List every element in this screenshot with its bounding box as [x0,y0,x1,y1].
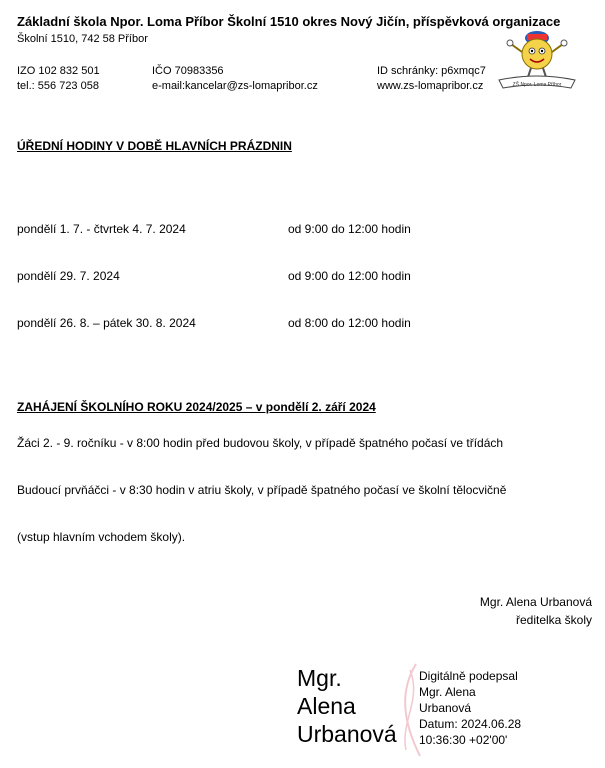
digital-stamp-name-line-1: Mgr. [297,665,342,691]
office-hours-date-3: pondělí 26. 8. – pátek 30. 8. 2024 [17,316,196,330]
digital-stamp-name [297,664,397,748]
office-hours-date-2: pondělí 29. 7. 2024 [17,269,120,283]
digital-stamp-name-line-2: Alena [297,693,356,719]
digital-stamp-meta [419,668,521,748]
office-hours-time-2: od 9:00 do 12:00 hodin [288,269,411,283]
office-hours-time-3: od 8:00 do 12:00 hodin [288,316,411,330]
school-mascot-logo-icon [497,26,577,100]
website-text: www.zs-lomapribor.cz [377,80,484,92]
digital-stamp-meta-line-2: Mgr. Alena [419,685,476,699]
office-hours-date-1: pondělí 1. 7. - čtvrtek 4. 7. 2024 [17,222,186,236]
signature-name: Mgr. Alena Urbanová [479,595,592,609]
info-column-contact [152,64,318,94]
school-year-line-2: Budoucí prvňáčci - v 8:30 hodin v atriu školy, v případě špatného počasí ve školní tělocvičně [17,483,507,497]
school-address: Školní 1510, 742 58 Příbor [17,33,148,45]
digital-stamp-meta-line-1: Digitálně podepsal [419,669,518,683]
phone-text: tel.: 556 723 058 [17,80,99,92]
school-name: Základní škola Npor. Loma Příbor Školní 1510 okres Nový Jičín, příspěvková organizace [17,14,561,29]
info-column-web [377,64,486,94]
office-hours-heading: ÚŘEDNÍ HODINY V DOBĚ HLAVNÍCH PRÁZDNIN [17,139,292,153]
info-column-ids [17,64,100,94]
school-year-heading: ZAHÁJENÍ ŠKOLNÍHO ROKU 2024/2025 – v pondělí 2. září 2024 [17,400,376,414]
databox-text: ID schránky: p6xmqc7 [377,65,486,77]
school-year-line-1: Žáci 2. - 9. ročníku - v 8:00 hodin před budovou školy, v případě špatného počasí ve třídách [17,436,504,450]
email-text: e-mail:kancelar@zs-lomapribor.cz [152,80,318,92]
logo-banner-text: ZŠ Npor. Loma Příbor [512,82,562,88]
signature-role: ředitelka školy [515,613,592,627]
izo-text: IZO 102 832 501 [17,65,100,77]
digital-stamp-meta-line-3: Urbanová [419,701,472,715]
office-hours-time-1: od 9:00 do 12:00 hodin [288,222,411,236]
school-year-line-3: (vstup hlavním vchodem školy). [17,530,186,544]
ico-text: IČO 70983356 [152,65,224,77]
digital-stamp-meta-line-5: 10:36:30 +02'00' [419,733,508,747]
digital-stamp-name-line-3: Urbanová [297,721,397,747]
digital-stamp-meta-line-4: Datum: 2024.06.28 [419,717,522,731]
